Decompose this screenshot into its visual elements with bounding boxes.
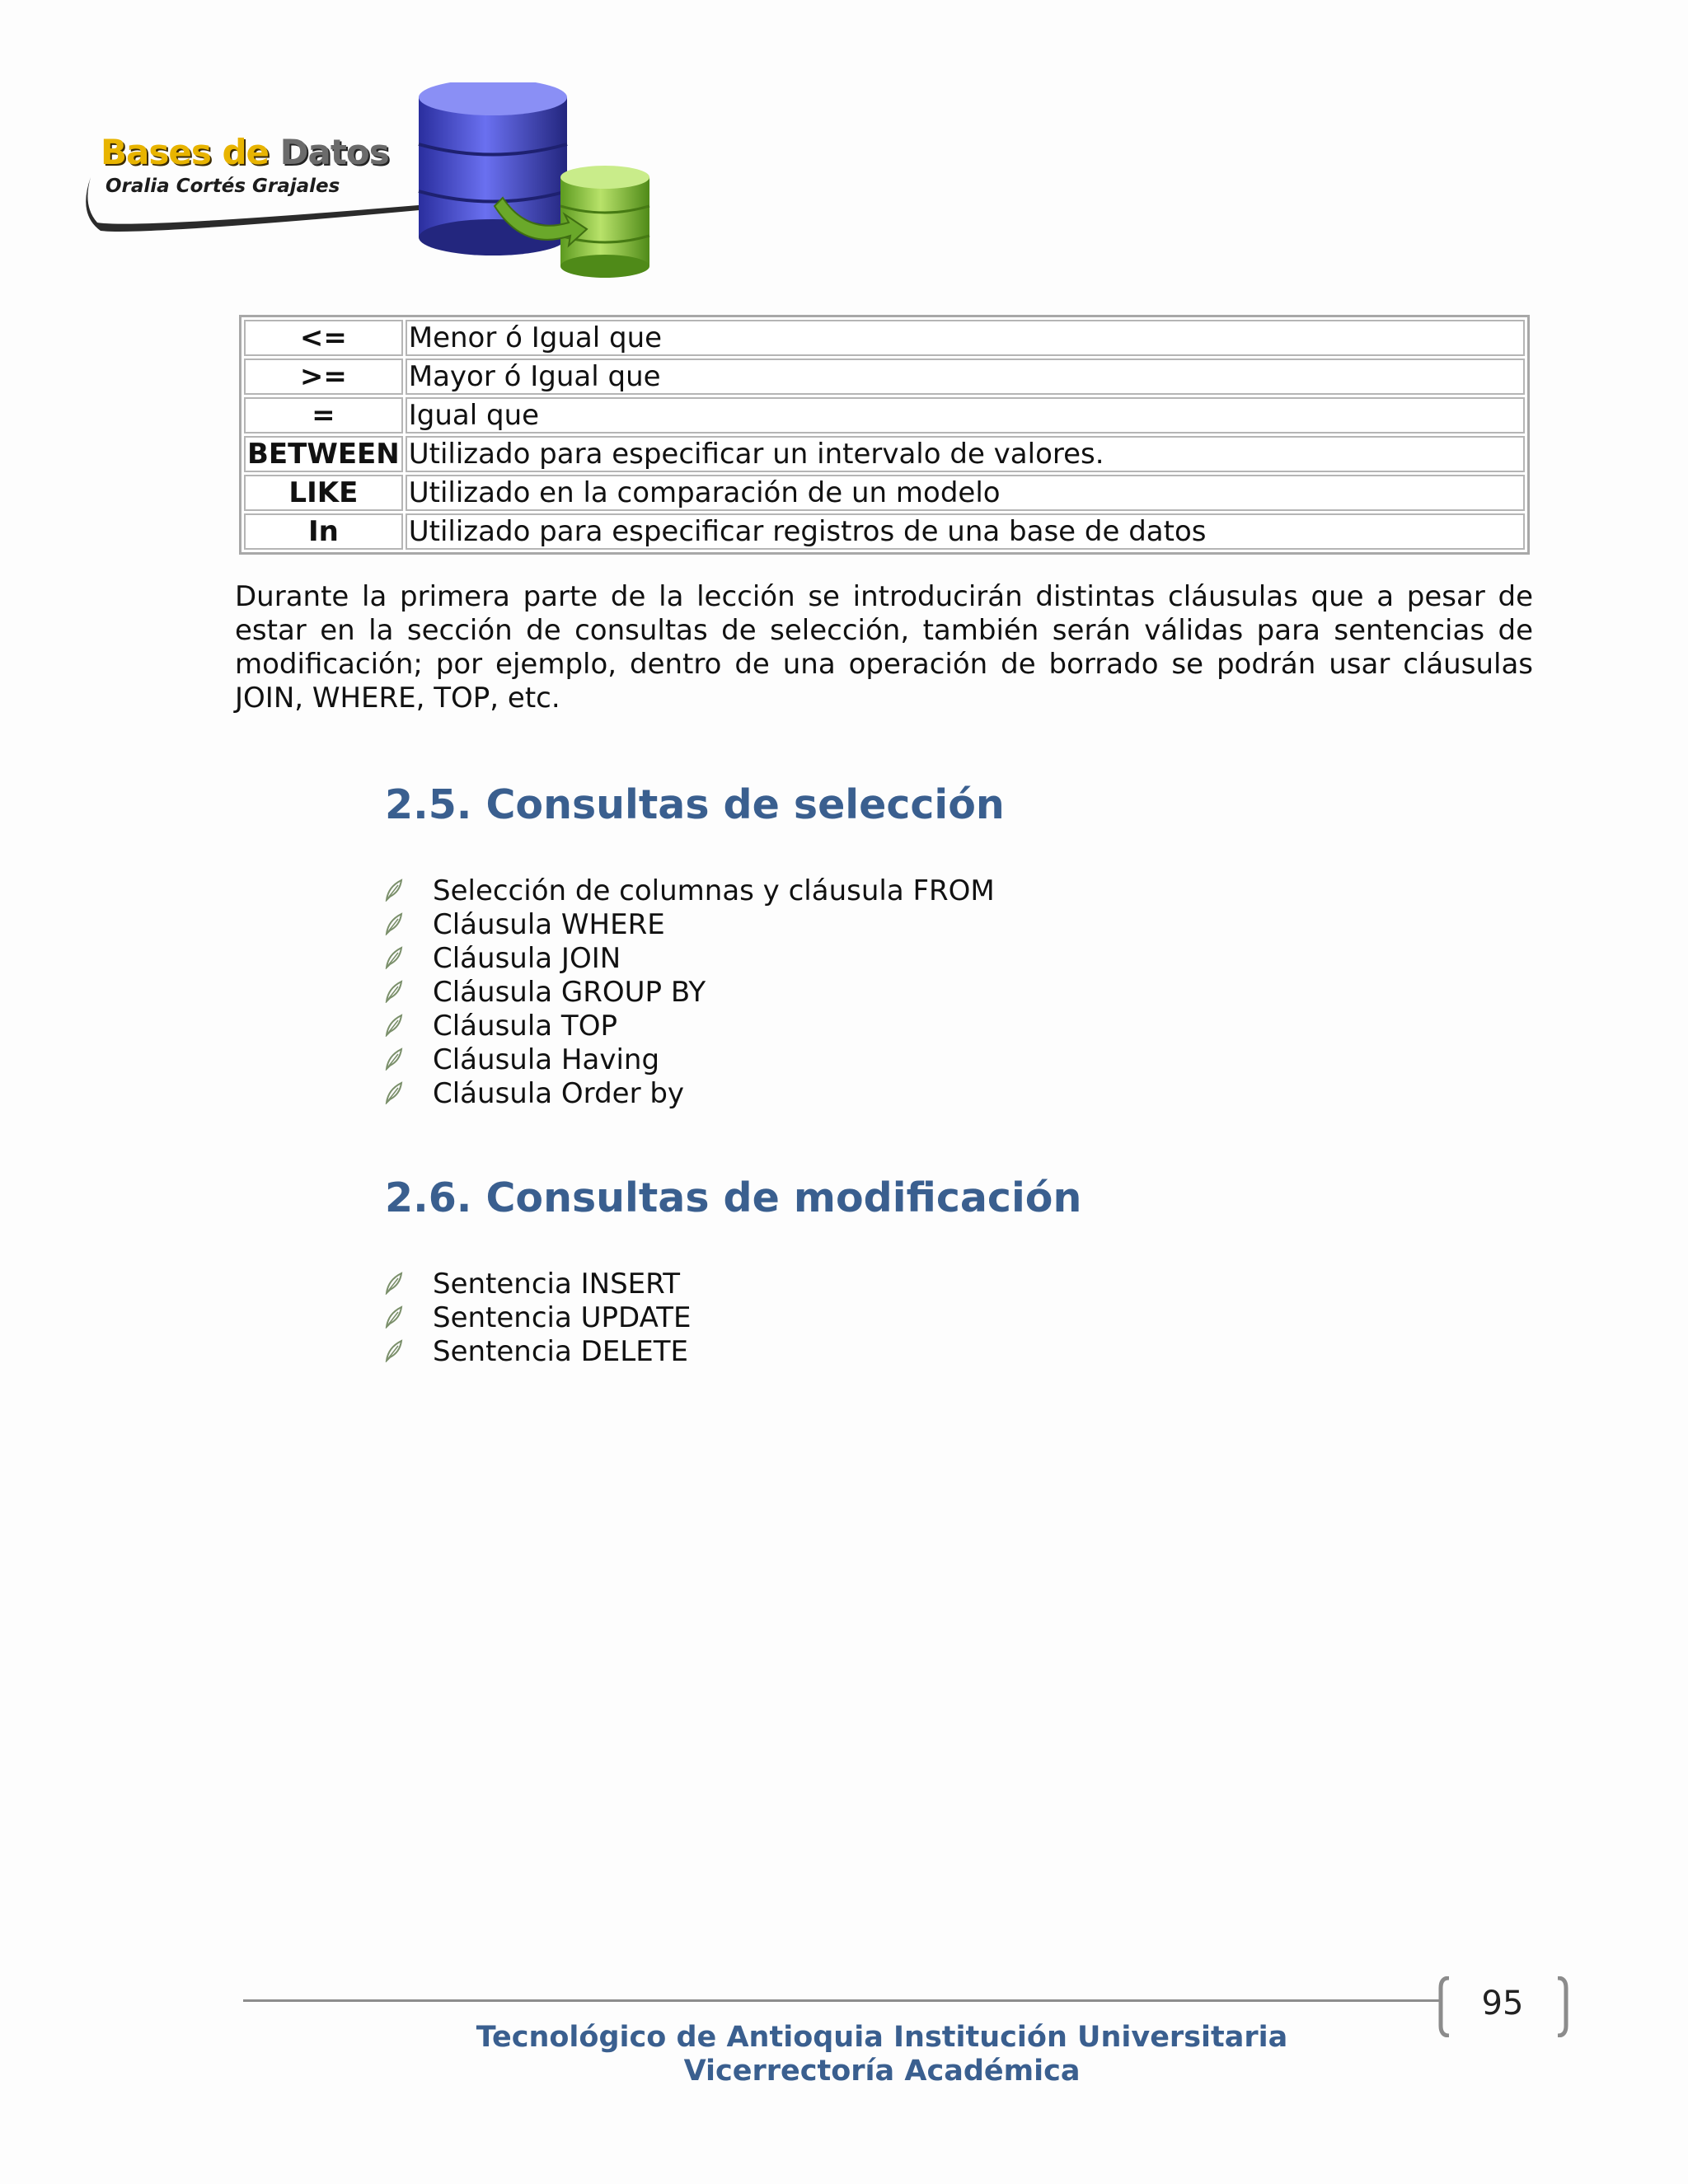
list-item-label: Sentencia DELETE [433,1335,688,1368]
logo-author: Oralia Cortés Grajales [106,176,340,197]
list-item [383,1010,995,1043]
footer-divider [243,1999,1442,2002]
leaf-bullet-icon [383,1081,405,1104]
section-heading-modification: 2.6. Consultas de modificación [385,1174,1082,1221]
list-item-label: Cláusula GROUP BY [433,976,706,1009]
logo-title-part2: Datos [279,132,389,172]
table-row [244,475,1525,511]
intro-paragraph: Durante la primera parte de la lección se introducirán distintas cláusulas que a pesar de estar en la sección de consultas de selección, también serán válidas para sentencias de modificación; por ejemplo, dentro de una operación de borrado se podrán usar cláusulas JOIN, WHERE, TOP, etc. [235,580,1533,715]
list-item [383,1268,691,1301]
logo-title-part1: Bases de [101,132,270,172]
operator-cell: In [244,513,403,550]
list-item [383,1043,995,1077]
leaf-bullet-icon [383,1305,405,1329]
list-item [383,908,995,942]
selection-topics-list [383,874,995,1111]
list-item [383,976,995,1010]
operators-table [239,315,1530,555]
table-row [244,436,1525,472]
list-item-label: Cláusula Order by [433,1077,685,1110]
table-row [244,359,1525,395]
description-cell: Utilizado para especificar registros de una base de datos [406,513,1525,550]
operator-cell: = [244,397,403,434]
description-cell: Utilizado en la comparación de un modelo [406,475,1525,511]
book-logo [82,82,676,288]
footer-institution: Tecnológico de Antioquia Institución Universitaria [476,2021,1288,2054]
leaf-bullet-icon [383,1339,405,1362]
leaf-bullet-icon [383,946,405,969]
leaf-bullet-icon [383,1047,405,1071]
table-row [244,397,1525,434]
list-item [383,1335,691,1369]
modification-topics-list [383,1268,691,1369]
footer-department: Vicerrectoría Académica [683,2055,1081,2088]
operator-cell: BETWEEN [244,436,403,472]
logo-title [101,132,389,172]
list-item [383,1077,995,1111]
list-item [383,874,995,908]
operator-cell: <= [244,320,403,356]
list-item-label: Sentencia UPDATE [433,1301,692,1334]
leaf-bullet-icon [383,980,405,1003]
description-cell: Igual que [406,397,1525,434]
list-item [383,1301,691,1335]
leaf-bullet-icon [383,1272,405,1295]
page-number: 95 [1481,1985,1524,2022]
leaf-bullet-icon [383,912,405,935]
list-item-label: Cláusula Having [433,1043,660,1076]
table-row [244,513,1525,550]
leaf-bullet-icon [383,1014,405,1037]
operator-cell: LIKE [244,475,403,511]
description-cell: Mayor ó Igual que [406,359,1525,395]
table-row [244,320,1525,356]
operator-cell: >= [244,359,403,395]
description-cell: Utilizado para especificar un intervalo de valores. [406,436,1525,472]
list-item-label: Sentencia INSERT [433,1268,681,1301]
section-heading-selection: 2.5. Consultas de selección [385,781,1005,828]
description-cell: Menor ó Igual que [406,320,1525,356]
list-item-label: Cláusula TOP [433,1010,617,1043]
list-item [383,942,995,976]
list-item-label: Cláusula WHERE [433,908,665,941]
leaf-bullet-icon [383,879,405,902]
list-item-label: Cláusula JOIN [433,942,621,975]
list-item-label: Selección de columnas y cláusula FROM [433,874,995,907]
